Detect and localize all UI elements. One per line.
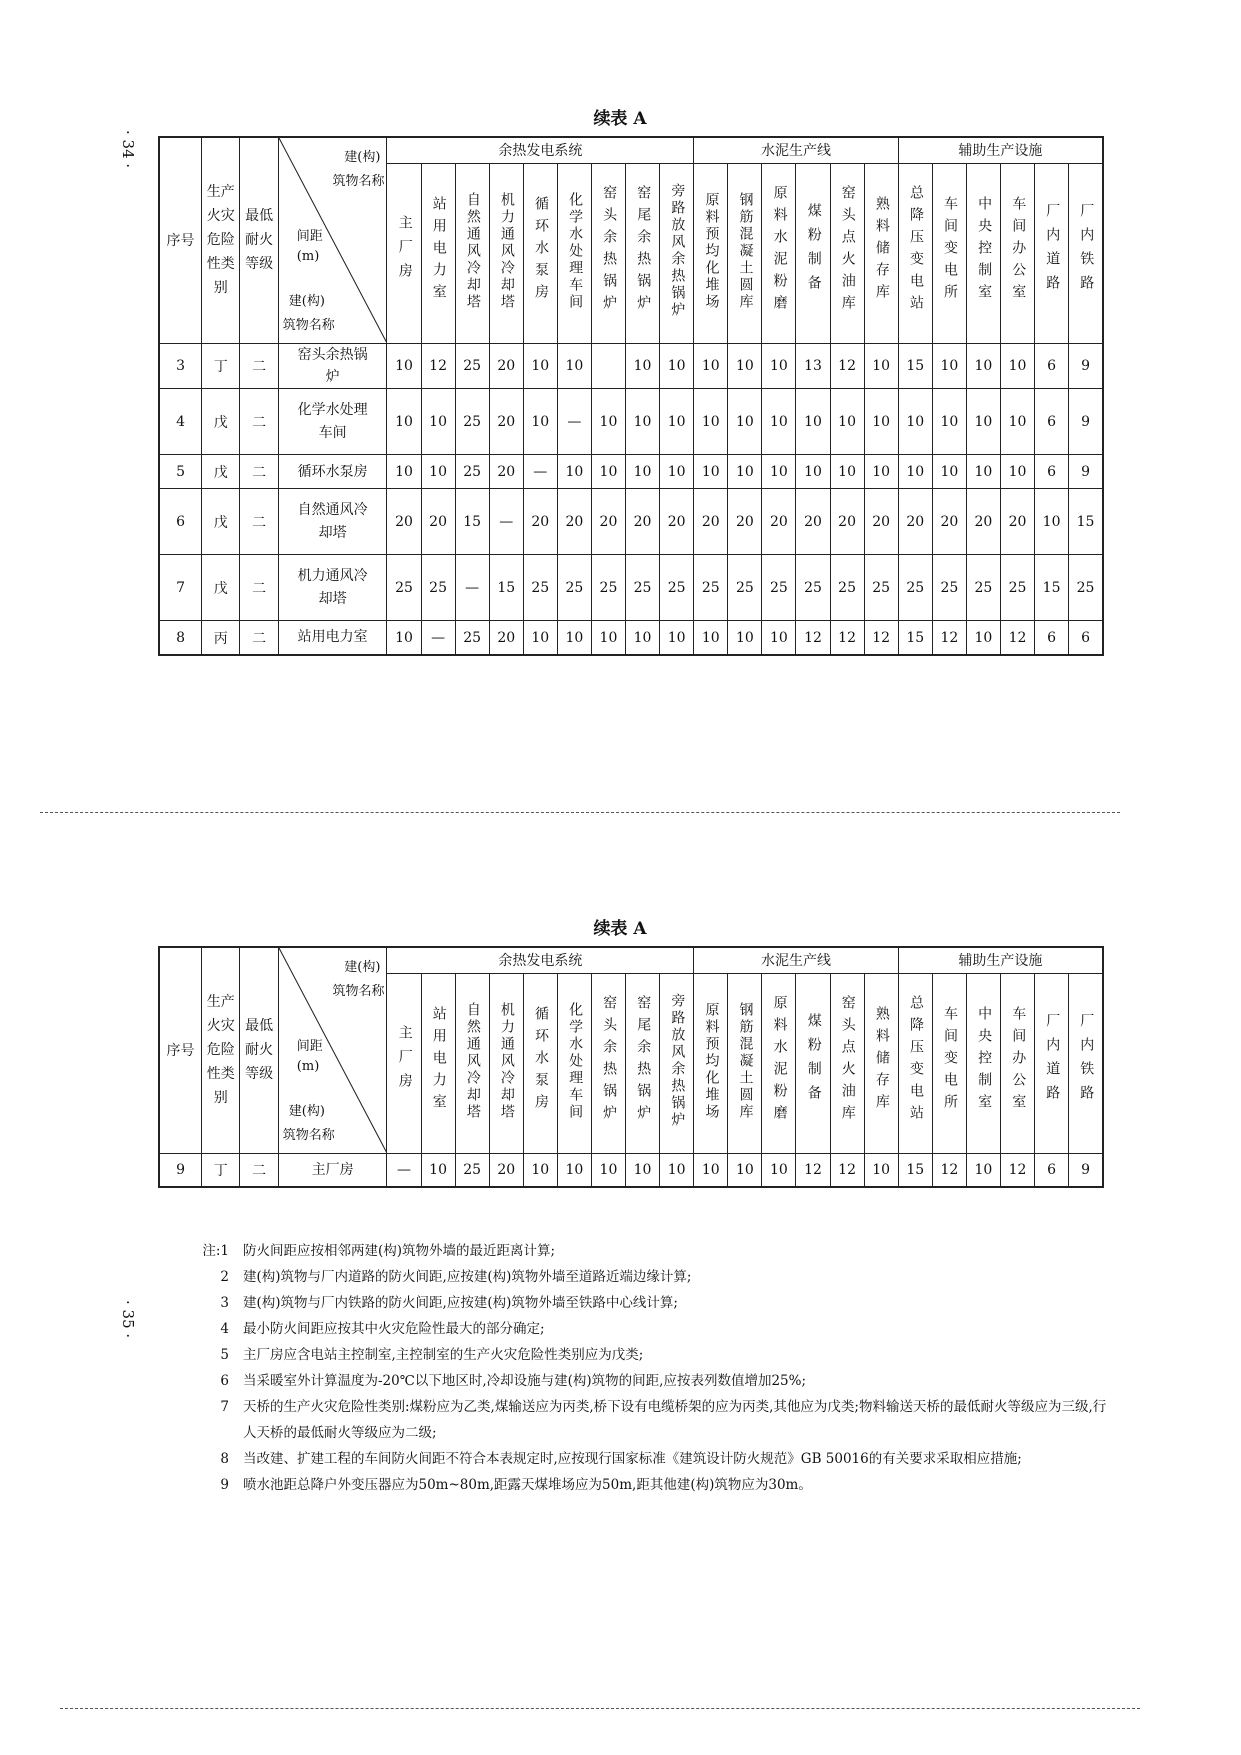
header-column: 窑尾余热锅炉: [626, 163, 660, 343]
table-cell: 20: [966, 489, 1000, 555]
table-cell: 10: [660, 343, 694, 389]
header-seq: 序号: [159, 947, 202, 1153]
table-cell: 20: [626, 489, 660, 555]
table-cell: 9: [1069, 343, 1103, 389]
table-cell: 10: [864, 389, 898, 455]
row-seq: 5: [159, 455, 202, 489]
row-min-grade: 二: [240, 389, 278, 455]
row-seq: 3: [159, 343, 202, 389]
table-cell: 20: [762, 489, 796, 555]
note-item: [185, 1342, 1115, 1368]
note-item: [185, 1290, 1115, 1316]
table-row: [159, 1153, 1103, 1187]
note-item: [185, 1264, 1115, 1290]
table-cell: 20: [864, 489, 898, 555]
header-column: 车间变电所: [932, 163, 966, 343]
header-column: 机力通风冷却塔: [489, 163, 523, 343]
table-cell: 25: [626, 555, 660, 621]
header-column: 化学水处理车间: [557, 973, 591, 1153]
row-building-name: 循环水泵房: [278, 455, 387, 489]
diag-label-mid2: (m): [296, 1058, 320, 1074]
table-cell: 10: [864, 1153, 898, 1187]
header-column: 窑头点火油库: [830, 163, 864, 343]
table-cell: 10: [694, 343, 728, 389]
header-column: 旁路放风余热锅炉: [660, 163, 694, 343]
row-seq: 7: [159, 555, 202, 621]
header-column: 车间办公室: [1000, 163, 1034, 343]
table-cell: 12: [830, 621, 864, 655]
header-diagonal: [278, 947, 387, 1153]
table-cell: 10: [932, 343, 966, 389]
table-caption-2: 续表 A: [593, 919, 647, 939]
table-cell: 20: [694, 489, 728, 555]
row-building-name: 化学水处理车间: [278, 389, 387, 455]
header-column: 熟料储存库: [864, 973, 898, 1153]
diag-label-top2: 筑物名称: [332, 984, 385, 999]
table-cell: 12: [796, 621, 830, 655]
note-number: 8: [220, 1451, 229, 1467]
table-cell: 10: [830, 389, 864, 455]
note-text: 主厂房应含电站主控制室,主控制室的生产火灾危险性类别应为戊类;: [243, 1347, 644, 1363]
row-building-name: 自然通风冷却塔: [278, 489, 387, 555]
table-cell: 6: [1035, 343, 1069, 389]
header-column: 主厂房: [387, 973, 421, 1153]
table-cell: 10: [660, 621, 694, 655]
table-row: [159, 455, 1103, 489]
table-cell: 10: [796, 455, 830, 489]
table-cell: 15: [898, 343, 932, 389]
table-cell: 20: [1000, 489, 1034, 555]
table-cell: 10: [966, 389, 1000, 455]
table-cell: 10: [728, 455, 762, 489]
table-cell: 10: [421, 389, 455, 455]
row-fire-class: 丁: [202, 343, 240, 389]
table-cell: 12: [796, 1153, 830, 1187]
diag-label-bot: 建(构): [288, 293, 325, 309]
header-column: 循环水泵房: [523, 973, 557, 1153]
table-cell: 12: [830, 1153, 864, 1187]
table-cell: 10: [591, 455, 625, 489]
header-group: 水泥生产线: [694, 947, 899, 973]
header-fire-class: 生产火灾危险性类别: [202, 137, 240, 343]
header-column: 中央控制室: [966, 973, 1000, 1153]
row-min-grade: 二: [240, 1153, 278, 1187]
row-seq: 9: [159, 1153, 202, 1187]
header-column: 原料水泥粉磨: [762, 163, 796, 343]
table-cell: 25: [660, 555, 694, 621]
table-cell: —: [421, 621, 455, 655]
table-cell: 25: [966, 555, 1000, 621]
table-cell: 10: [898, 389, 932, 455]
table-cell: 12: [421, 343, 455, 389]
row-min-grade: 二: [240, 621, 278, 655]
header-column: 窑头点火油库: [830, 973, 864, 1153]
table-cell: 12: [932, 621, 966, 655]
table-cell: 10: [1000, 455, 1034, 489]
row-building-name: 窑头余热锅炉: [278, 343, 387, 389]
row-building-name: 站用电力室: [278, 621, 387, 655]
table-cell: 15: [1069, 489, 1103, 555]
header-min-grade: 最低耐火等级: [240, 137, 278, 343]
table-cell: 10: [591, 621, 625, 655]
table-cell: 10: [864, 343, 898, 389]
table-cell: 10: [660, 389, 694, 455]
header-column: 循环水泵房: [523, 163, 557, 343]
table-cell: 25: [1069, 555, 1103, 621]
table-cell: 9: [1069, 455, 1103, 489]
table-row: [159, 489, 1103, 555]
table-cell: 10: [796, 389, 830, 455]
table-cell: 10: [694, 1153, 728, 1187]
table-cell: 25: [728, 555, 762, 621]
header-min-grade: 最低耐火等级: [240, 947, 278, 1153]
table-cell: 25: [830, 555, 864, 621]
table-cell: 10: [966, 621, 1000, 655]
table-cell: 10: [1000, 343, 1034, 389]
table-cell: 6: [1035, 621, 1069, 655]
table-cell: 10: [660, 455, 694, 489]
diag-label-bot2: 筑物名称: [282, 1127, 335, 1143]
header-group: 辅助生产设施: [898, 137, 1103, 163]
table-cell: 10: [830, 455, 864, 489]
table-cell: 10: [694, 455, 728, 489]
table-cell: —: [455, 555, 489, 621]
table-cell: 10: [387, 455, 421, 489]
table-cell: 15: [489, 555, 523, 621]
row-fire-class: 丙: [202, 621, 240, 655]
note-text: 建(构)筑物与厂内道路的防火间距,应按建(构)筑物外墙至道路近端边缘计算;: [243, 1269, 692, 1285]
table-cell: 10: [626, 389, 660, 455]
table-cell: 20: [489, 455, 523, 489]
table-cell: 20: [489, 1153, 523, 1187]
header-column: 原料预均化堆场: [694, 973, 728, 1153]
table-row: [159, 343, 1103, 389]
note-number: 2: [220, 1269, 229, 1285]
diag-label-bot2: 筑物名称: [282, 317, 335, 333]
header-column: 总降压变电站: [898, 163, 932, 343]
table-cell: 20: [898, 489, 932, 555]
row-fire-class: 戊: [202, 555, 240, 621]
table-cell: 25: [455, 621, 489, 655]
table-cell: 10: [762, 455, 796, 489]
row-building-name: 主厂房: [278, 1153, 387, 1187]
page-divider: [40, 812, 1120, 813]
table-cell: 20: [489, 343, 523, 389]
table-cell: 6: [1069, 621, 1103, 655]
table-cell: 20: [557, 489, 591, 555]
table-cell: 10: [421, 455, 455, 489]
header-column: 自然通风冷却塔: [455, 973, 489, 1153]
table-cell: 13: [796, 343, 830, 389]
table-cell: 20: [932, 489, 966, 555]
table-cell: 10: [660, 1153, 694, 1187]
row-fire-class: 戊: [202, 389, 240, 455]
note-item: [185, 1316, 1115, 1342]
table-cell: 20: [830, 489, 864, 555]
page-bottom-line: [60, 1708, 1140, 1709]
spacing-table-2: [158, 946, 1104, 1188]
note-number: 注:1: [202, 1243, 229, 1259]
row-min-grade: 二: [240, 455, 278, 489]
header-column: 钢筋混凝土圆库: [728, 973, 762, 1153]
header-column: 车间变电所: [932, 973, 966, 1153]
table-cell: 10: [523, 389, 557, 455]
table-cell: 25: [455, 343, 489, 389]
note-item: [185, 1238, 1115, 1264]
diag-label-bot: 建(构): [288, 1103, 325, 1119]
note-text: 当改建、扩建工程的车间防火间距不符合本表规定时,应按现行国家标准《建筑设计防火规范》GB 50016的有关要求采取相应措施;: [243, 1451, 1022, 1467]
table-cell: 9: [1069, 1153, 1103, 1187]
table-cell: 25: [557, 555, 591, 621]
note-text: 天桥的生产火灾危险性类别:煤粉应为乙类,煤输送应为丙类,桥下设有电缆桥架的应为丙类,其他应为戊类;物料输送天桥的最低耐火等级应为三级,行人天桥的最低耐火等级应为二级;: [243, 1399, 1107, 1441]
header-column: 窑尾余热锅炉: [626, 973, 660, 1153]
note-text: 建(构)筑物与厂内铁路的防火间距,应按建(构)筑物外墙至铁路中心线计算;: [243, 1295, 678, 1311]
table-cell: 10: [966, 1153, 1000, 1187]
table-cell: 10: [523, 1153, 557, 1187]
row-seq: 8: [159, 621, 202, 655]
table-cell: 25: [387, 555, 421, 621]
header-column: 窑头余热锅炉: [591, 163, 625, 343]
header-column: 中央控制室: [966, 163, 1000, 343]
table-cell: 10: [762, 1153, 796, 1187]
table-row: [159, 555, 1103, 621]
diag-label-top: 建(构): [344, 960, 381, 975]
table-cell: 25: [455, 455, 489, 489]
row-fire-class: 丁: [202, 1153, 240, 1187]
table-cell: 10: [387, 343, 421, 389]
table-cell: 25: [455, 1153, 489, 1187]
table-cell: 25: [932, 555, 966, 621]
table-cell: 15: [898, 621, 932, 655]
table-cell: 10: [626, 343, 660, 389]
header-column: 钢筋混凝土圆库: [728, 163, 762, 343]
row-fire-class: 戊: [202, 489, 240, 555]
table-cell: 12: [932, 1153, 966, 1187]
table-cell: 10: [557, 621, 591, 655]
table-cell: 10: [728, 621, 762, 655]
table-cell: 10: [557, 455, 591, 489]
table-cell: 9: [1069, 389, 1103, 455]
table-cell: —: [489, 489, 523, 555]
table-cell: 12: [830, 343, 864, 389]
header-column: 站用电力室: [421, 973, 455, 1153]
table-cell: —: [387, 1153, 421, 1187]
header-column: 总降压变电站: [898, 973, 932, 1153]
table-cell: 10: [591, 1153, 625, 1187]
table-caption-1: 续表 A: [593, 109, 647, 129]
table-cell: 10: [762, 389, 796, 455]
note-text: 防火间距应按相邻两建(构)筑物外墙的最近距离计算;: [243, 1243, 556, 1259]
table-cell: 10: [898, 455, 932, 489]
table-cell: 20: [489, 621, 523, 655]
table-cell: —: [557, 389, 591, 455]
table-cell: 10: [557, 1153, 591, 1187]
header-column: 厂内铁路: [1069, 973, 1103, 1153]
diag-label-mid: 间距: [296, 1038, 323, 1054]
table-cell: 10: [728, 389, 762, 455]
row-seq: 6: [159, 489, 202, 555]
header-column: 熟料储存库: [864, 163, 898, 343]
diag-label-top: 建(构): [344, 150, 381, 165]
note-number: 3: [220, 1295, 229, 1311]
table-cell: 25: [1000, 555, 1034, 621]
header-seq: 序号: [159, 137, 202, 343]
note-item: [185, 1394, 1115, 1446]
note-item: [185, 1446, 1115, 1472]
note-number: 4: [220, 1321, 229, 1337]
page-number-top: · 34 ·: [119, 130, 137, 169]
header-column: 站用电力室: [421, 163, 455, 343]
table-cell: 25: [898, 555, 932, 621]
table-cell: 20: [421, 489, 455, 555]
table-cell: 25: [455, 389, 489, 455]
table-cell: 10: [557, 343, 591, 389]
table-cell: 10: [932, 455, 966, 489]
header-column: 厂内道路: [1035, 163, 1069, 343]
table-cell: 10: [728, 343, 762, 389]
table-cell: 10: [966, 455, 1000, 489]
diag-label-mid: 间距: [296, 228, 323, 244]
note-item: [185, 1368, 1115, 1394]
table-cell: 15: [1035, 555, 1069, 621]
note-text: 最小防火间距应按其中火灾危险性最大的部分确定;: [243, 1321, 545, 1337]
header-column: 原料水泥粉磨: [762, 973, 796, 1153]
table-cell: 10: [762, 621, 796, 655]
table-cell: 10: [694, 389, 728, 455]
note-text: 喷水池距总降户外变压器应为50m~80m,距露天煤堆场应为50m,距其他建(构)筑物应为30m。: [243, 1477, 812, 1493]
table-cell: 6: [1035, 389, 1069, 455]
note-number: 9: [220, 1477, 229, 1493]
note-number: 7: [220, 1399, 229, 1415]
header-group: 辅助生产设施: [898, 947, 1103, 973]
table-cell: 25: [694, 555, 728, 621]
header-group: 余热发电系统: [387, 947, 694, 973]
table-cell: 20: [728, 489, 762, 555]
table-cell: 25: [762, 555, 796, 621]
row-min-grade: 二: [240, 489, 278, 555]
table-cell: 10: [762, 343, 796, 389]
table-cell: 10: [523, 621, 557, 655]
table-cell: 12: [864, 621, 898, 655]
table-cell: 20: [387, 489, 421, 555]
table-cell: 10: [728, 1153, 762, 1187]
table-cell: 10: [932, 389, 966, 455]
table-cell: 10: [1000, 389, 1034, 455]
header-group: 余热发电系统: [387, 137, 694, 163]
header-column: 旁路放风余热锅炉: [660, 973, 694, 1153]
header-column: 窑头余热锅炉: [591, 973, 625, 1153]
row-building-name: 机力通风冷却塔: [278, 555, 387, 621]
table-cell: 25: [591, 555, 625, 621]
table-cell: 25: [421, 555, 455, 621]
table-cell: 10: [591, 389, 625, 455]
header-fire-class: 生产火灾危险性类别: [202, 947, 240, 1153]
header-column: 煤粉制备: [796, 163, 830, 343]
table-cell: 15: [898, 1153, 932, 1187]
table-cell: 25: [864, 555, 898, 621]
header-column: 机力通风冷却塔: [489, 973, 523, 1153]
header-column: 车间办公室: [1000, 973, 1034, 1153]
table-cell: 12: [1000, 1153, 1034, 1187]
header-group: 水泥生产线: [694, 137, 899, 163]
header-column: 自然通风冷却塔: [455, 163, 489, 343]
row-seq: 4: [159, 389, 202, 455]
table-cell: 12: [1000, 621, 1034, 655]
note-text: 当采暖室外计算温度为-20℃以下地区时,冷却设施与建(构)筑物的间距,应按表列数值增加25%;: [243, 1373, 807, 1389]
page-number-bottom: · 35 ·: [119, 1300, 137, 1339]
table-cell: 10: [421, 1153, 455, 1187]
header-column: 厂内铁路: [1069, 163, 1103, 343]
table-cell: 10: [694, 621, 728, 655]
table-cell: 20: [591, 489, 625, 555]
header-column: 主厂房: [387, 163, 421, 343]
table-cell: 10: [864, 455, 898, 489]
header-column: 厂内道路: [1035, 973, 1069, 1153]
table-cell: 10: [1035, 489, 1069, 555]
table-cell: 6: [1035, 1153, 1069, 1187]
table-cell: 10: [626, 455, 660, 489]
row-min-grade: 二: [240, 343, 278, 389]
diag-label-top2: 筑物名称: [332, 174, 385, 189]
header-column: 煤粉制备: [796, 973, 830, 1153]
spacing-table-1: [158, 136, 1104, 656]
table-cell: 10: [626, 1153, 660, 1187]
table-cell: 10: [626, 621, 660, 655]
table-cell: 20: [523, 489, 557, 555]
table-row: [159, 389, 1103, 455]
note-item: [185, 1472, 1115, 1498]
table-cell: 20: [489, 389, 523, 455]
table-cell: 20: [660, 489, 694, 555]
table-cell: [591, 343, 625, 389]
row-fire-class: 戊: [202, 455, 240, 489]
note-number: 6: [220, 1373, 229, 1389]
header-column: 原料预均化堆场: [694, 163, 728, 343]
table-cell: 10: [387, 621, 421, 655]
table-cell: 10: [387, 389, 421, 455]
row-min-grade: 二: [240, 555, 278, 621]
table-cell: 10: [966, 343, 1000, 389]
header-column: 化学水处理车间: [557, 163, 591, 343]
table-cell: 20: [796, 489, 830, 555]
table-cell: 25: [523, 555, 557, 621]
table-cell: 25: [796, 555, 830, 621]
table-cell: 6: [1035, 455, 1069, 489]
diag-label-mid2: (m): [296, 248, 320, 264]
table-cell: 15: [455, 489, 489, 555]
table-cell: 10: [523, 343, 557, 389]
table-cell: —: [523, 455, 557, 489]
note-number: 5: [220, 1347, 229, 1363]
header-diagonal: [278, 137, 387, 343]
table-row: [159, 621, 1103, 655]
notes-section: [185, 1238, 1115, 1498]
